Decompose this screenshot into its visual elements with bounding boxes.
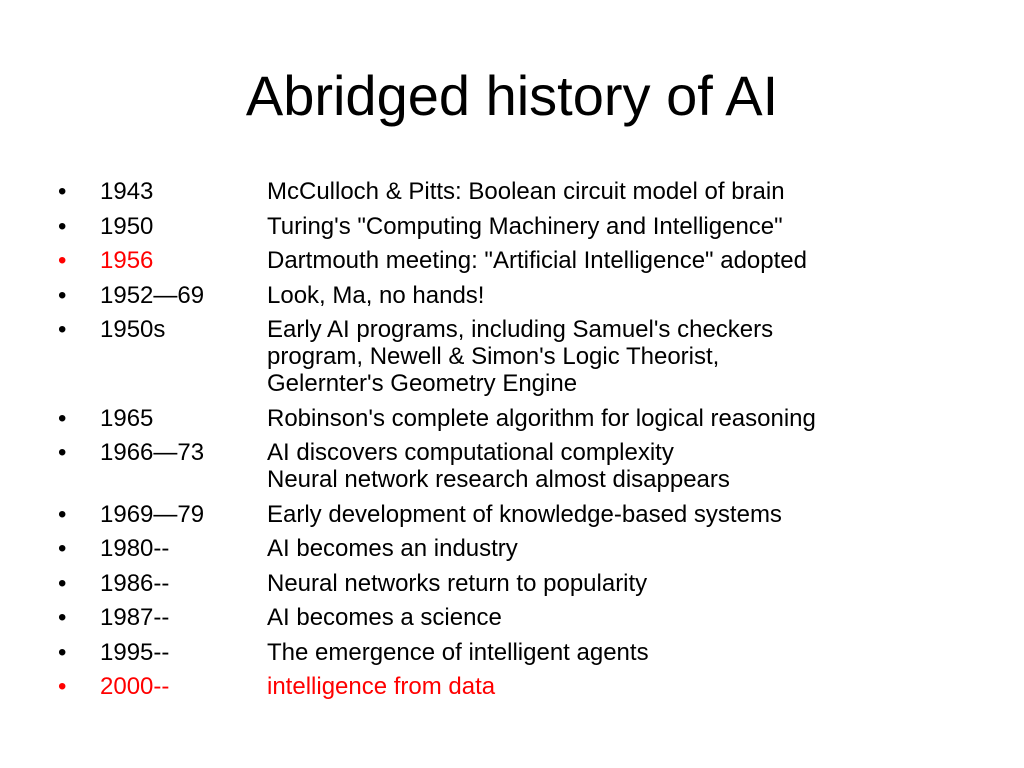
- timeline-year: 1980--: [100, 535, 170, 562]
- timeline-row: [100, 247, 1008, 274]
- timeline-row: [100, 316, 1008, 397]
- timeline-row: [100, 673, 1008, 700]
- timeline-row: [100, 405, 1008, 432]
- bullet-icon: •: [58, 673, 67, 700]
- timeline-year: 1950s: [100, 316, 166, 343]
- timeline-year: 1969—79: [100, 500, 205, 528]
- timeline-year: 1987--: [100, 604, 170, 631]
- timeline-year: 1986--: [100, 569, 170, 597]
- description-line: Early development of knowledge-based systems: [267, 500, 782, 528]
- timeline-description: [267, 639, 1008, 666]
- timeline-year: 1965: [100, 404, 154, 432]
- bullet-icon: •: [58, 316, 67, 343]
- timeline-year: 1943: [100, 178, 154, 205]
- description-line: Robinson's complete algorithm for logical reasoning: [267, 404, 816, 432]
- description-line: Neural networks return to popularity: [267, 569, 648, 597]
- timeline-item: [58, 178, 1008, 205]
- timeline-year: 1952—69: [100, 281, 205, 309]
- timeline-row: [100, 604, 1008, 631]
- bullet-icon: •: [58, 404, 67, 432]
- timeline-item: [58, 439, 1008, 493]
- timeline-year: 1950: [100, 212, 154, 240]
- timeline-row: [100, 639, 1008, 666]
- timeline-description: [267, 501, 1008, 528]
- timeline-row: [100, 439, 1008, 493]
- timeline-year: 1956: [100, 247, 154, 274]
- timeline-description: [267, 570, 1008, 597]
- timeline-row: [100, 178, 1008, 205]
- timeline-row: [100, 282, 1008, 309]
- description-line: program, Newell & Simon's Logic Theorist,: [267, 343, 720, 370]
- bullet-icon: •: [58, 535, 67, 562]
- timeline-year: 1966—73: [100, 439, 205, 466]
- timeline-description: [267, 178, 1008, 205]
- description-line: Early AI programs, including Samuel's checkers: [267, 316, 774, 343]
- timeline-item: [58, 282, 1008, 309]
- bullet-icon: •: [58, 247, 67, 274]
- timeline-description: [267, 604, 1008, 631]
- bullet-icon: •: [58, 281, 67, 309]
- timeline-description: [267, 535, 1008, 562]
- description-line: AI becomes a science: [267, 604, 502, 631]
- bullet-icon: •: [58, 178, 67, 205]
- description-line: Gelernter's Geometry Engine: [267, 370, 578, 397]
- description-line: AI discovers computational complexity: [267, 439, 674, 466]
- timeline-year: 2000--: [100, 673, 170, 700]
- timeline-row: [100, 213, 1008, 240]
- timeline-description: [267, 673, 1008, 700]
- bullet-icon: •: [58, 604, 67, 631]
- timeline-item: [58, 501, 1008, 528]
- description-line: McCulloch & Pitts: Boolean circuit model of brain: [267, 178, 785, 205]
- timeline-item: [58, 247, 1008, 274]
- timeline-item: [58, 213, 1008, 240]
- bullet-icon: •: [58, 500, 67, 528]
- bullet-icon: •: [58, 212, 67, 240]
- description-line: AI becomes an industry: [267, 535, 518, 562]
- timeline-description: [267, 282, 1008, 309]
- timeline-item: [58, 570, 1008, 597]
- slide-title: Abridged history of AI: [245, 64, 779, 127]
- description-line: Look, Ma, no hands!: [267, 281, 485, 309]
- timeline-list: [58, 178, 1008, 708]
- description-line: Dartmouth meeting: "Artificial Intelligence" adopted: [267, 247, 807, 274]
- timeline-item: [58, 604, 1008, 631]
- timeline-description: [267, 316, 1008, 397]
- timeline-item: [58, 639, 1008, 666]
- timeline-item: [58, 535, 1008, 562]
- timeline-description: [267, 439, 1008, 493]
- timeline-year: 1995--: [100, 638, 170, 666]
- bullet-icon: •: [58, 439, 67, 466]
- timeline-item: [58, 316, 1008, 397]
- timeline-item: [58, 405, 1008, 432]
- timeline-item: [58, 673, 1008, 700]
- description-line: intelligence from data: [267, 673, 496, 700]
- bullet-icon: •: [58, 569, 67, 597]
- description-line: The emergence of intelligent agents: [267, 638, 649, 666]
- bullet-icon: •: [58, 638, 67, 666]
- timeline-description: [267, 213, 1008, 240]
- timeline-row: [100, 570, 1008, 597]
- description-line: Turing's "Computing Machinery and Intelligence": [267, 212, 783, 240]
- timeline-description: [267, 247, 1008, 274]
- description-line: Neural network research almost disappears: [267, 466, 730, 493]
- timeline-row: [100, 535, 1008, 562]
- timeline-row: [100, 501, 1008, 528]
- timeline-description: [267, 405, 1008, 432]
